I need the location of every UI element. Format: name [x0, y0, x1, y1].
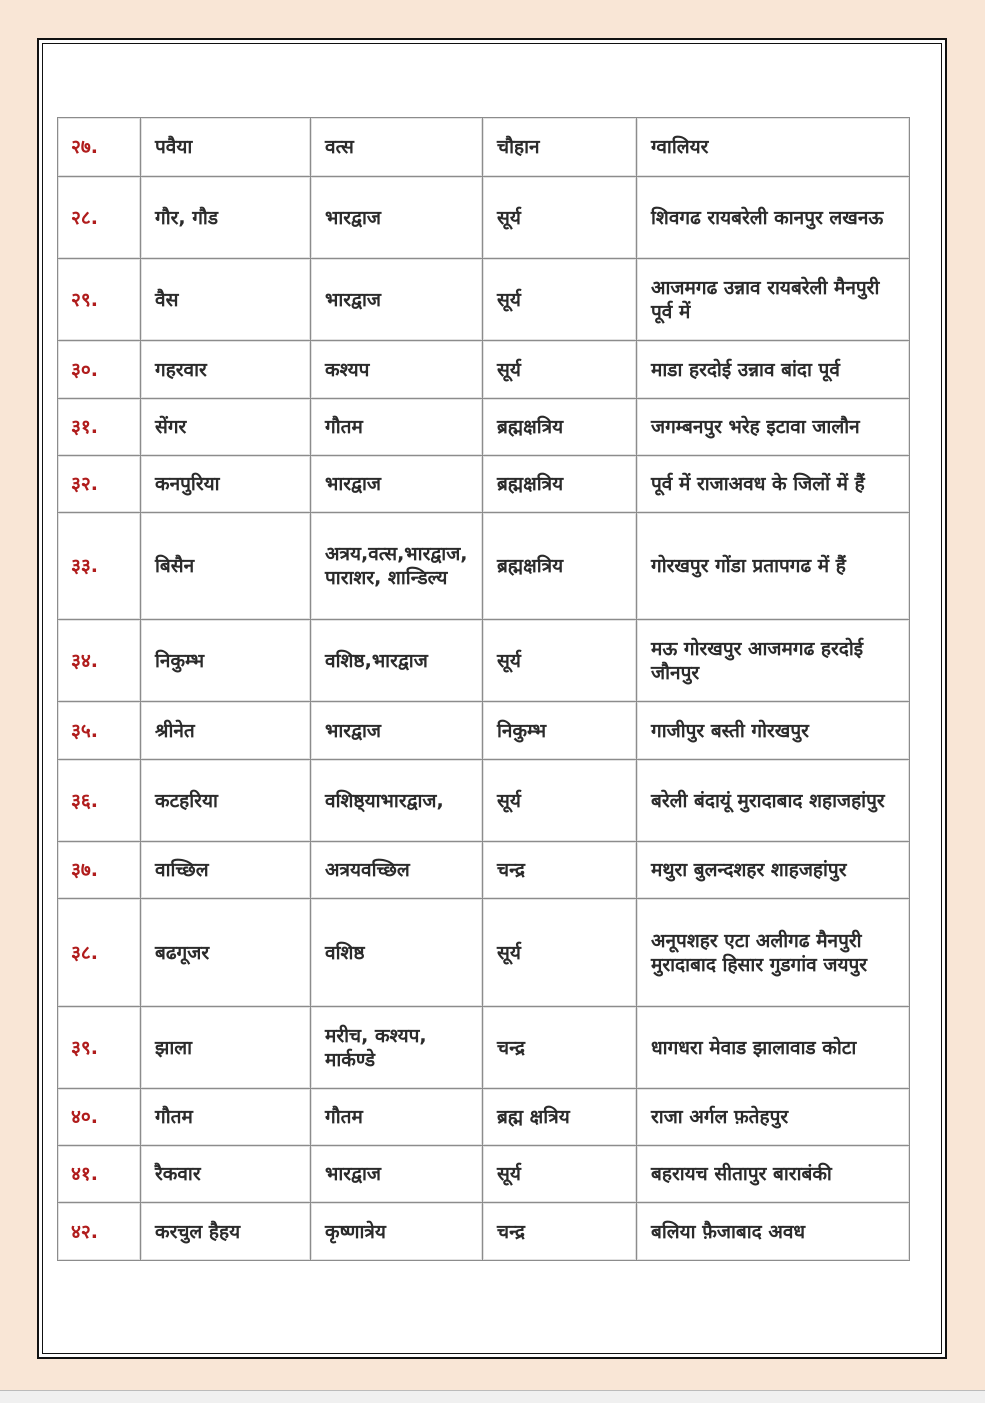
table-row	[58, 760, 910, 842]
clan-name: वैस	[141, 259, 311, 341]
gotra-table	[57, 117, 910, 1261]
gotra: वशिष्ठ्याभारद्वाज,	[311, 760, 483, 842]
row-number: २८.	[58, 177, 141, 259]
gotra: मरीच, कश्यप, मार्कण्डे	[311, 1007, 483, 1089]
row-number: २९.	[58, 259, 141, 341]
vansh: सूर्य	[483, 177, 637, 259]
row-number: ३०.	[58, 341, 141, 399]
row-number: ३१.	[58, 399, 141, 456]
region: पूर्व में राजाअवध के जिलों में हैं	[637, 456, 910, 513]
clan-name: निकुम्भ	[141, 620, 311, 702]
gotra: भारद्वाज	[311, 456, 483, 513]
clan-name: गहरवार	[141, 341, 311, 399]
clan-name: गौर, गौड	[141, 177, 311, 259]
region: आजमगढ उन्नाव रायबरेली मैनपुरी पूर्व में	[637, 259, 910, 341]
vansh: सूर्य	[483, 341, 637, 399]
gotra: वत्स	[311, 118, 483, 177]
table-row	[58, 341, 910, 399]
clan-name: बिसैन	[141, 513, 311, 620]
region: गोरखपुर गोंडा प्रतापगढ में हैं	[637, 513, 910, 620]
row-number: ३८.	[58, 899, 141, 1007]
clan-name: बढगूजर	[141, 899, 311, 1007]
table-row	[58, 1089, 910, 1146]
table-row	[58, 513, 910, 620]
vansh: सूर्य	[483, 259, 637, 341]
table-row	[58, 177, 910, 259]
row-number: ३५.	[58, 702, 141, 760]
gotra: गौतम	[311, 399, 483, 456]
vansh: चौहान	[483, 118, 637, 177]
region: जगम्बनपुर भरेह इटावा जालौन	[637, 399, 910, 456]
region: अनूपशहर एटा अलीगढ मैनपुरी मुरादाबाद हिसार गुडगांव जयपुर	[637, 899, 910, 1007]
gotra: वशिष्ठ	[311, 899, 483, 1007]
row-number: ३६.	[58, 760, 141, 842]
region: मथुरा बुलन्दशहर शाहजहांपुर	[637, 842, 910, 899]
region: गाजीपुर बस्ती गोरखपुर	[637, 702, 910, 760]
gotra: भारद्वाज	[311, 702, 483, 760]
vansh: ब्रह्मक्षत्रिय	[483, 399, 637, 456]
row-number: ३७.	[58, 842, 141, 899]
table-row	[58, 620, 910, 702]
clan-name: कनपुरिया	[141, 456, 311, 513]
row-number: २७.	[58, 118, 141, 177]
clan-name: रैकवार	[141, 1146, 311, 1203]
vansh: चन्द्र	[483, 842, 637, 899]
row-number: ४२.	[58, 1203, 141, 1261]
table-row	[58, 899, 910, 1007]
region: मऊ गोरखपुर आजमगढ हरदोई जौनपुर	[637, 620, 910, 702]
gotra: भारद्वाज	[311, 1146, 483, 1203]
vansh: सूर्य	[483, 760, 637, 842]
table-row	[58, 1203, 910, 1261]
viewer-bottom-bar	[0, 1390, 985, 1403]
vansh: निकुम्भ	[483, 702, 637, 760]
gotra: अत्रयवच्छिल	[311, 842, 483, 899]
row-number: ४०.	[58, 1089, 141, 1146]
region: ग्वालियर	[637, 118, 910, 177]
table-row	[58, 1146, 910, 1203]
vansh: ब्रह्मक्षत्रिय	[483, 456, 637, 513]
table-row	[58, 456, 910, 513]
clan-name: गौतम	[141, 1089, 311, 1146]
vansh: सूर्य	[483, 1146, 637, 1203]
row-number: ३३.	[58, 513, 141, 620]
gotra: कृष्णात्रेय	[311, 1203, 483, 1261]
vansh: चन्द्र	[483, 1007, 637, 1089]
row-number: ३९.	[58, 1007, 141, 1089]
gotra: गौतम	[311, 1089, 483, 1146]
clan-name: कटहरिया	[141, 760, 311, 842]
table-row	[58, 702, 910, 760]
table-row	[58, 399, 910, 456]
clan-name: श्रीनेत	[141, 702, 311, 760]
gotra: वशिष्ठ,भारद्वाज	[311, 620, 483, 702]
clan-name: वाच्छिल	[141, 842, 311, 899]
row-number: ३४.	[58, 620, 141, 702]
clan-name: झाला	[141, 1007, 311, 1089]
vansh: ब्रह्म क्षत्रिय	[483, 1089, 637, 1146]
gotra: कश्यप	[311, 341, 483, 399]
gotra: अत्रय,वत्स,भारद्वाज,पाराशर, शान्डिल्य	[311, 513, 483, 620]
vansh: सूर्य	[483, 899, 637, 1007]
clan-name: करचुल हैहय	[141, 1203, 311, 1261]
vansh: चन्द्र	[483, 1203, 637, 1261]
gotra: भारद्वाज	[311, 177, 483, 259]
region: बरेली बंदायूं मुरादाबाद शहाजहांपुर	[637, 760, 910, 842]
table-row	[58, 259, 910, 341]
clan-name: पवैया	[141, 118, 311, 177]
table-row	[58, 118, 910, 177]
table-row	[58, 1007, 910, 1089]
row-number: ३२.	[58, 456, 141, 513]
region: राजा अर्गल फ़तेहपुर	[637, 1089, 910, 1146]
gotra: भारद्वाज	[311, 259, 483, 341]
region: शिवगढ रायबरेली कानपुर लखनऊ	[637, 177, 910, 259]
region: बलिया फ़ैजाबाद अवध	[637, 1203, 910, 1261]
region: बहरायच सीतापुर बाराबंकी	[637, 1146, 910, 1203]
clan-name: सेंगर	[141, 399, 311, 456]
region: माडा हरदोई उन्नाव बांदा पूर्व	[637, 341, 910, 399]
row-number: ४१.	[58, 1146, 141, 1203]
region: धागधरा मेवाड झालावाड कोटा	[637, 1007, 910, 1089]
table-row	[58, 842, 910, 899]
vansh: सूर्य	[483, 620, 637, 702]
vansh: ब्रह्मक्षत्रिय	[483, 513, 637, 620]
